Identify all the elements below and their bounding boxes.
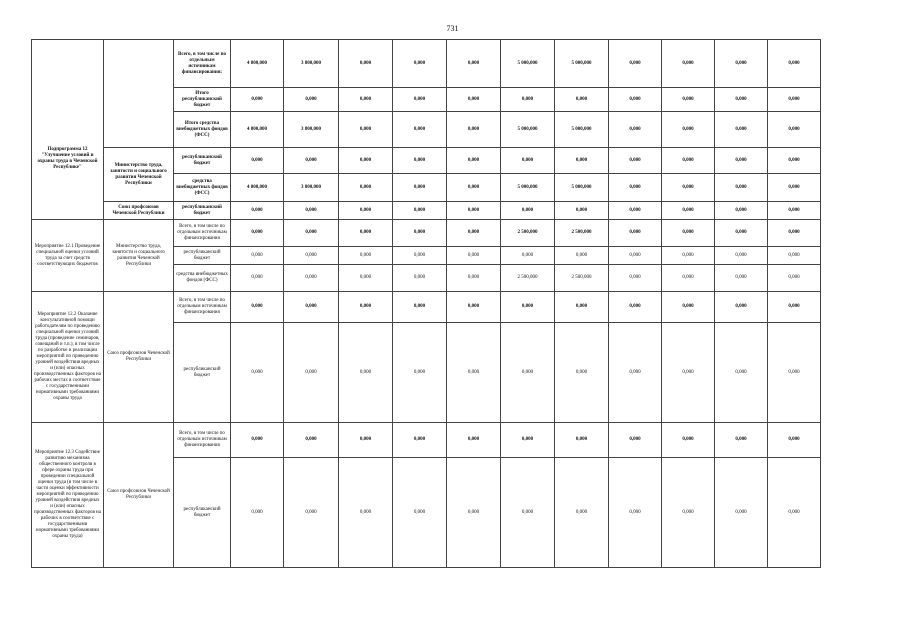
table-cell: 0,000: [715, 423, 768, 458]
table-cell: 0,000: [339, 40, 393, 88]
table-cell: 0,000: [284, 265, 339, 292]
table-cell: 0,000: [231, 323, 284, 423]
table-cell: 0,000: [447, 112, 501, 148]
table-cell: средства внебюджетных фондов (ФСС): [174, 174, 231, 202]
table-cell: Всего, в том числе по отдельным источникам финансирования: [174, 423, 231, 458]
table-cell: 2 500,000: [555, 265, 609, 292]
table-cell: республиканский бюджет: [174, 458, 231, 568]
table-row: [32, 292, 821, 323]
table-cell: 0,000: [231, 88, 284, 112]
table-cell: 0,000: [393, 247, 447, 265]
table-cell: 0,000: [662, 40, 715, 88]
table-cell: 2 500,000: [501, 265, 555, 292]
table-cell: 0,000: [231, 220, 284, 247]
table-cell: [32, 40, 104, 220]
table-cell: 0,000: [339, 265, 393, 292]
table-cell: 5 000,000: [555, 40, 609, 88]
table-cell: 0,000: [447, 292, 501, 323]
table-cell: 0,000: [447, 265, 501, 292]
table-cell: республиканский бюджет: [174, 323, 231, 423]
table-cell: 0,000: [662, 458, 715, 568]
table-cell: 4 800,000: [231, 40, 284, 88]
table-cell: 0,000: [393, 423, 447, 458]
table-cell: 0,000: [768, 458, 821, 568]
table-cell: 0,000: [768, 220, 821, 247]
table-cell: 0,000: [447, 202, 501, 220]
table-cell: 0,000: [768, 112, 821, 148]
table-cell: 0,000: [339, 323, 393, 423]
table-cell: 0,000: [609, 148, 662, 174]
table-cell: 0,000: [662, 174, 715, 202]
table-cell: 0,000: [715, 174, 768, 202]
table-cell: 0,000: [609, 247, 662, 265]
table-cell: 0,000: [662, 292, 715, 323]
table-cell: 0,000: [231, 202, 284, 220]
table-cell: республиканский бюджет: [174, 247, 231, 265]
table-cell: 0,000: [768, 88, 821, 112]
table-cell: Союз профсоюзов Чеченской Республики: [104, 292, 174, 423]
table-cell: 0,000: [609, 423, 662, 458]
table-cell: 0,000: [231, 265, 284, 292]
table-cell: 0,000: [393, 202, 447, 220]
table-cell: Всего, в том числе по отдельным источникам финансирования: [174, 292, 231, 323]
table-cell: республиканский бюджет: [174, 148, 231, 174]
table-cell: 0,000: [555, 148, 609, 174]
table-cell: 0,000: [339, 247, 393, 265]
table-cell: Министерство труда, занятости и социального развития Чеченской Республики: [104, 220, 174, 292]
table-cell: 0,000: [231, 423, 284, 458]
table-cell: 0,000: [447, 323, 501, 423]
table-cell: Мероприятие 12.3 Содействие развитию механизма общественного контроля в сфере охраны труда при проведении специальной оценки труда (в том числе в части оценки эффективности мероприятий по приведению уровней воздействия вредных и (или) опасных производственных факторов на рабочих в соответствие с государственными нормативными требованиями охраны труда): [32, 423, 104, 568]
table-cell: 0,000: [501, 202, 555, 220]
table-cell: 0,000: [501, 88, 555, 112]
table-cell: Союз профсоюзов Чеченской Республики: [104, 202, 174, 220]
table-cell: 0,000: [339, 88, 393, 112]
table-cell: 0,000: [284, 148, 339, 174]
table-cell: 0,000: [447, 458, 501, 568]
table-cell: Всего, в том числе по отдельным источникам финансирования:: [174, 40, 231, 88]
table-cell: 0,000: [231, 148, 284, 174]
table-cell: 0,000: [339, 458, 393, 568]
table-cell: 0,000: [339, 174, 393, 202]
table-cell: 0,000: [284, 323, 339, 423]
table-cell: 4 800,000: [231, 112, 284, 148]
table-cell: 4 800,000: [231, 174, 284, 202]
table-cell: 0,000: [501, 148, 555, 174]
table-cell: 0,000: [609, 202, 662, 220]
table-cell: 0,000: [609, 458, 662, 568]
table-cell: 0,000: [284, 202, 339, 220]
table-cell: 0,000: [555, 323, 609, 423]
table-cell: 0,000: [609, 112, 662, 148]
table-cell: 0,000: [662, 323, 715, 423]
table-cell: 0,000: [662, 88, 715, 112]
table-cell: 0,000: [715, 458, 768, 568]
table-cell: 0,000: [339, 112, 393, 148]
table-cell: 0,000: [609, 40, 662, 88]
table-cell: 0,000: [393, 265, 447, 292]
table-cell: 5 000,000: [501, 174, 555, 202]
table-cell: 0,000: [609, 292, 662, 323]
table-cell: 0,000: [447, 148, 501, 174]
budget-table: [31, 39, 821, 568]
table-cell: 0,000: [609, 88, 662, 112]
table-cell: средства внебюджетных фондов (ФСС): [174, 265, 231, 292]
table-cell: 0,000: [715, 265, 768, 292]
table-cell: [104, 40, 174, 148]
table-cell: 0,000: [662, 220, 715, 247]
table-cell: 0,000: [662, 112, 715, 148]
table-cell: 0,000: [231, 292, 284, 323]
table-cell: 0,000: [284, 292, 339, 323]
table-cell: 0,000: [555, 202, 609, 220]
table-cell: 0,000: [768, 202, 821, 220]
table-cell: Мероприятие 12.1 Проведение специальной оценки условий труда за счет средств соответствующих бюджетов: [32, 220, 104, 292]
table-cell: Итого средства внебюджетных фондов (ФСС): [174, 112, 231, 148]
table-cell: 0,000: [768, 148, 821, 174]
table-cell: 0,000: [393, 88, 447, 112]
table-cell: 0,000: [662, 202, 715, 220]
table-cell: 5 000,000: [501, 40, 555, 88]
table-row: [32, 40, 821, 88]
table-cell: Союз профсоюзов Чеченской Республики: [104, 423, 174, 568]
table-cell: 0,000: [284, 423, 339, 458]
table-cell: 0,000: [393, 292, 447, 323]
table-cell: 0,000: [284, 88, 339, 112]
table-cell: 0,000: [715, 88, 768, 112]
table-cell: 0,000: [609, 174, 662, 202]
table-cell: 0,000: [393, 112, 447, 148]
table-cell: 0,000: [339, 292, 393, 323]
table-cell: 0,000: [768, 40, 821, 88]
table-cell: 0,000: [715, 148, 768, 174]
table-cell: 0,000: [501, 458, 555, 568]
table-cell: 0,000: [609, 220, 662, 247]
table-cell: 0,000: [555, 292, 609, 323]
table-cell: 0,000: [555, 247, 609, 265]
table-cell: 0,000: [715, 292, 768, 323]
table-cell: 0,000: [231, 247, 284, 265]
table-cell: 0,000: [555, 458, 609, 568]
table-cell: 0,000: [768, 323, 821, 423]
table-cell: Министерство труда, занятости и социального развития Чеченской Республики: [104, 148, 174, 202]
table-cell: 0,000: [393, 220, 447, 247]
table-cell: 0,000: [501, 323, 555, 423]
table-cell: 0,000: [447, 247, 501, 265]
table-cell: 0,000: [447, 40, 501, 88]
table-cell: 0,000: [715, 323, 768, 423]
table-row: [32, 220, 821, 247]
table-cell: Итого республиканский бюджет: [174, 88, 231, 112]
page-number: 731: [446, 24, 459, 33]
table-cell: 0,000: [501, 247, 555, 265]
table-cell: 2 500,000: [555, 220, 609, 247]
table-cell: Всего, в том числе по отдельным источникам финансирования: [174, 220, 231, 247]
table-cell: 5 000,000: [555, 112, 609, 148]
table-cell: 0,000: [501, 292, 555, 323]
table-cell: 0,000: [662, 423, 715, 458]
table-cell: 0,000: [447, 423, 501, 458]
table-row: [32, 423, 821, 458]
table-cell: 0,000: [768, 292, 821, 323]
table-cell: 0,000: [609, 265, 662, 292]
table-cell: 0,000: [393, 174, 447, 202]
table-row: [32, 148, 821, 174]
table-row: [32, 202, 821, 220]
table-cell: 0,000: [447, 88, 501, 112]
table-cell: 0,000: [393, 40, 447, 88]
table-cell: 0,000: [339, 202, 393, 220]
table-cell: 0,000: [393, 458, 447, 568]
table-cell: 0,000: [662, 265, 715, 292]
table-cell: Мероприятие 12.2 Оказание консультативной помощи работодателям по проведению специальной оценки условий труда (проведение семинаров, совещаний и т.п.), в том числе по разработке и реализации мероприятий по приведению уровней воздействия вредных и (или) опасных производственных факторов на рабочих местах в соответствие с государственными нормативными требованиями охраны труда: [32, 292, 104, 423]
table-cell: 0,000: [393, 148, 447, 174]
table-cell: республиканский бюджет: [174, 202, 231, 220]
table-cell: 5 000,000: [501, 112, 555, 148]
table-cell: 0,000: [715, 202, 768, 220]
table-cell: 0,000: [715, 40, 768, 88]
table-cell: 0,000: [231, 458, 284, 568]
table-cell: 0,000: [339, 423, 393, 458]
table-cell: 0,000: [715, 112, 768, 148]
table-cell: 5 000,000: [555, 174, 609, 202]
table-cell: 0,000: [768, 174, 821, 202]
table-cell: 3 800,000: [284, 40, 339, 88]
table-cell: 0,000: [662, 247, 715, 265]
table-cell: 0,000: [555, 423, 609, 458]
table-cell: 0,000: [768, 247, 821, 265]
table-cell: 0,000: [284, 220, 339, 247]
table-cell: 0,000: [393, 323, 447, 423]
table-cell: 3 800,000: [284, 174, 339, 202]
table-cell: 2 500,000: [501, 220, 555, 247]
table-cell: 0,000: [555, 88, 609, 112]
table-cell: 0,000: [768, 423, 821, 458]
table-cell: 0,000: [447, 220, 501, 247]
table-cell: 0,000: [339, 148, 393, 174]
table-cell: 0,000: [339, 220, 393, 247]
table-cell: 0,000: [715, 220, 768, 247]
table-cell: 0,000: [715, 247, 768, 265]
table-cell: 0,000: [447, 174, 501, 202]
table-cell: 0,000: [501, 423, 555, 458]
table-cell: 0,000: [609, 323, 662, 423]
table-cell: 0,000: [768, 265, 821, 292]
table-cell: 0,000: [284, 458, 339, 568]
table-cell: 0,000: [662, 148, 715, 174]
subprogram-title: Подпрограмма 12 "Улучшение условий и охраны труда в Чеченской Республике": [37, 147, 98, 170]
table-cell: 0,000: [284, 247, 339, 265]
table-cell: 3 800,000: [284, 112, 339, 148]
